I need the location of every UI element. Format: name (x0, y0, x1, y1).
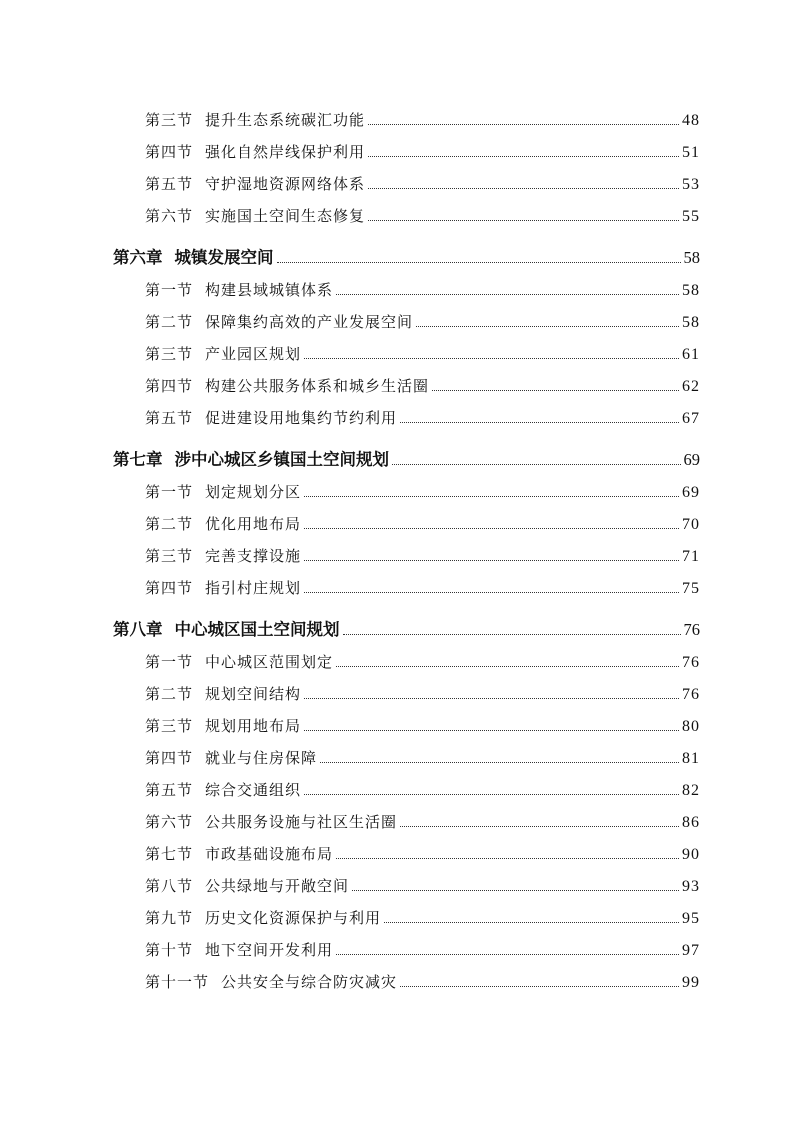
toc-entry-number: 第二节 (145, 515, 194, 533)
toc-section-entry[interactable] (113, 768, 700, 800)
toc-section-entry[interactable] (113, 396, 700, 428)
toc-entry-number: 第三节 (145, 111, 194, 129)
toc-entry-title: 历史文化资源保护与利用 (205, 909, 382, 927)
toc-dot-leader (304, 496, 679, 497)
toc-dot-leader (400, 422, 679, 423)
toc-section-entry[interactable] (113, 364, 700, 396)
toc-page-number: 76 (682, 686, 700, 703)
toc-dot-leader (277, 262, 681, 263)
toc-dot-leader (320, 762, 679, 763)
toc-section-entry[interactable] (113, 928, 700, 960)
toc-entry-title: 中心城区国土空间规划 (174, 620, 340, 639)
toc-entry-number: 第三节 (145, 547, 194, 565)
toc-entry-title: 指引村庄规划 (205, 579, 302, 597)
toc-section-entry[interactable] (113, 470, 700, 502)
toc-entry-number: 第七章 (113, 450, 163, 469)
toc-entry-title: 完善支撑设施 (205, 547, 302, 565)
toc-entry-number: 第八章 (113, 620, 163, 639)
toc-page-number: 81 (682, 750, 700, 767)
toc-section-entry[interactable] (113, 332, 700, 364)
toc-dot-leader (336, 666, 679, 667)
toc-section-entry[interactable] (113, 800, 700, 832)
toc-entry-number: 第八节 (145, 877, 194, 895)
toc-dot-leader (392, 464, 681, 465)
toc-entry-number: 第六节 (145, 207, 194, 225)
toc-page-number: 55 (682, 208, 700, 225)
toc-section-entry[interactable] (113, 864, 700, 896)
toc-entry-title: 提升生态系统碳汇功能 (205, 111, 366, 129)
toc-page-number: 58 (682, 282, 700, 299)
toc-entry-title: 就业与住房保障 (205, 749, 318, 767)
toc-page-number: 90 (682, 846, 700, 863)
toc-entry-number: 第七节 (145, 845, 194, 863)
toc-section-entry[interactable] (113, 300, 700, 332)
toc-page-number: 80 (682, 718, 700, 735)
toc-page-number: 71 (682, 548, 700, 565)
toc-entry-number: 第四节 (145, 749, 194, 767)
toc-entry-title: 中心城区范围划定 (205, 653, 334, 671)
toc-page-number: 76 (683, 620, 700, 639)
toc-dot-leader (400, 986, 679, 987)
toc-section-entry[interactable] (113, 640, 700, 672)
toc-dot-leader (384, 922, 679, 923)
toc-page-number: 76 (682, 654, 700, 671)
toc-section-entry[interactable] (113, 566, 700, 598)
toc-entry-number: 第六章 (113, 248, 163, 267)
toc-entry-title: 守护湿地资源网络体系 (205, 175, 366, 193)
toc-dot-leader (368, 220, 679, 221)
toc-entry-title: 规划用地布局 (205, 717, 302, 735)
toc-entry-title: 城镇发展空间 (174, 248, 274, 267)
toc-page-number: 70 (682, 516, 700, 533)
toc-chapter-entry[interactable] (113, 428, 700, 470)
toc-dot-leader (352, 890, 679, 891)
toc-section-entry[interactable] (113, 672, 700, 704)
toc-entry-number: 第十一节 (145, 973, 210, 991)
toc-page-number: 97 (682, 942, 700, 959)
toc-dot-leader (304, 560, 679, 561)
toc-entry-number: 第五节 (145, 781, 194, 799)
table-of-contents (113, 98, 700, 992)
toc-section-entry[interactable] (113, 502, 700, 534)
toc-chapter-entry[interactable] (113, 598, 700, 640)
toc-entry-number: 第十节 (145, 941, 194, 959)
toc-entry-number: 第一节 (145, 653, 194, 671)
toc-section-entry[interactable] (113, 268, 700, 300)
toc-entry-number: 第二节 (145, 685, 194, 703)
toc-section-entry[interactable] (113, 736, 700, 768)
toc-page-number: 61 (682, 346, 700, 363)
toc-entry-title: 构建县域城镇体系 (205, 281, 334, 299)
toc-dot-leader (304, 528, 679, 529)
toc-dot-leader (400, 826, 679, 827)
toc-entry-number: 第一节 (145, 281, 194, 299)
toc-entry-number: 第九节 (145, 909, 194, 927)
toc-entry-title: 保障集约高效的产业发展空间 (205, 313, 414, 331)
toc-section-entry[interactable] (113, 130, 700, 162)
toc-entry-number: 第三节 (145, 717, 194, 735)
toc-section-entry[interactable] (113, 534, 700, 566)
toc-page-number: 86 (682, 814, 700, 831)
toc-dot-leader (336, 954, 679, 955)
toc-dot-leader (336, 294, 679, 295)
toc-entry-number: 第二节 (145, 313, 194, 331)
toc-page-number: 93 (682, 878, 700, 895)
toc-entry-title: 划定规划分区 (205, 483, 302, 501)
toc-entry-number: 第四节 (145, 143, 194, 161)
toc-section-entry[interactable] (113, 832, 700, 864)
toc-dot-leader (336, 858, 679, 859)
toc-entry-title: 优化用地布局 (205, 515, 302, 533)
toc-entry-title: 公共绿地与开敞空间 (205, 877, 350, 895)
toc-dot-leader (304, 592, 679, 593)
toc-page-number: 99 (682, 974, 700, 991)
toc-page-number: 67 (682, 410, 700, 427)
toc-entry-title: 促进建设用地集约节约利用 (205, 409, 398, 427)
toc-entry-title: 产业园区规划 (205, 345, 302, 363)
toc-page-number: 53 (682, 176, 700, 193)
toc-entry-title: 综合交通组织 (205, 781, 302, 799)
toc-entry-number: 第三节 (145, 345, 194, 363)
toc-page-number: 48 (682, 112, 700, 129)
toc-dot-leader (343, 634, 681, 635)
toc-entry-number: 第四节 (145, 579, 194, 597)
toc-page-number: 62 (682, 378, 700, 395)
toc-dot-leader (304, 698, 679, 699)
toc-entry-number: 第五节 (145, 175, 194, 193)
toc-dot-leader (304, 794, 679, 795)
toc-entry-title: 市政基础设施布局 (205, 845, 334, 863)
toc-dot-leader (368, 156, 679, 157)
toc-entry-title: 公共服务设施与社区生活圈 (205, 813, 398, 831)
toc-entry-title: 地下空间开发利用 (205, 941, 334, 959)
toc-entry-title: 规划空间结构 (205, 685, 302, 703)
toc-page-number: 58 (682, 314, 700, 331)
toc-entry-title: 公共安全与综合防灾减灾 (221, 973, 398, 991)
toc-page-number: 58 (683, 248, 700, 267)
toc-entry-title: 构建公共服务体系和城乡生活圈 (205, 377, 430, 395)
toc-page-number: 82 (682, 782, 700, 799)
toc-page-number: 95 (682, 910, 700, 927)
toc-entry-title: 强化自然岸线保护利用 (205, 143, 366, 161)
toc-page-number: 69 (682, 484, 700, 501)
toc-dot-leader (432, 390, 679, 391)
toc-dot-leader (416, 326, 679, 327)
toc-page-number: 51 (682, 144, 700, 161)
toc-dot-leader (368, 124, 679, 125)
toc-entry-number: 第六节 (145, 813, 194, 831)
toc-chapter-entry[interactable] (113, 226, 700, 268)
toc-dot-leader (304, 358, 679, 359)
toc-entry-number: 第四节 (145, 377, 194, 395)
toc-section-entry[interactable] (113, 704, 700, 736)
toc-section-entry[interactable] (113, 896, 700, 928)
toc-entry-number: 第一节 (145, 483, 194, 501)
toc-dot-leader (304, 730, 679, 731)
toc-section-entry[interactable] (113, 98, 700, 130)
toc-section-entry[interactable] (113, 162, 700, 194)
toc-dot-leader (368, 188, 679, 189)
toc-page-number: 69 (683, 450, 700, 469)
toc-entry-number: 第五节 (145, 409, 194, 427)
toc-section-entry[interactable] (113, 194, 700, 226)
toc-entry-title: 涉中心城区乡镇国土空间规划 (174, 450, 389, 469)
toc-section-entry[interactable] (113, 960, 700, 992)
toc-page-number: 75 (682, 580, 700, 597)
toc-entry-title: 实施国土空间生态修复 (205, 207, 366, 225)
